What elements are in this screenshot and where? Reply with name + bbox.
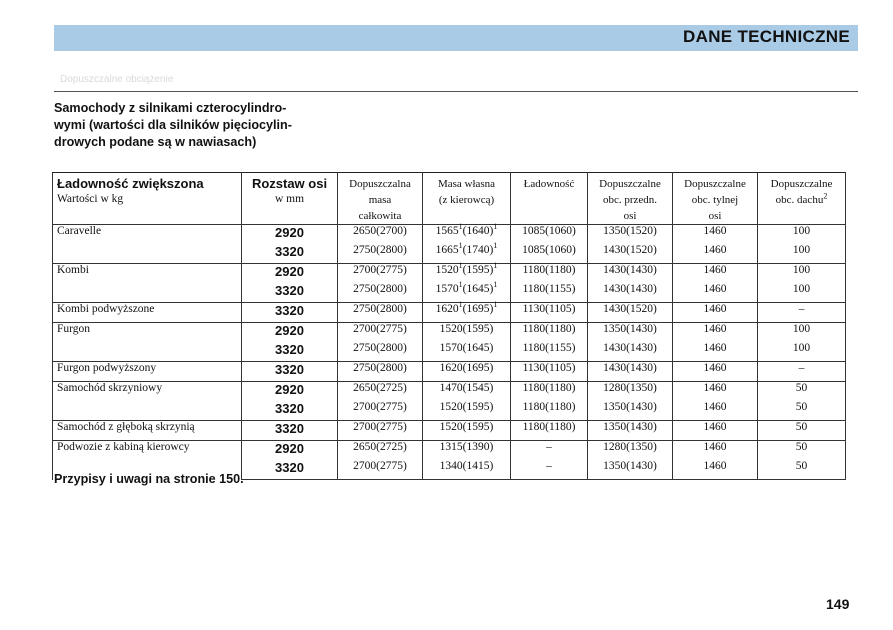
header-title: Ładowność zwiększona: [57, 176, 204, 191]
intro-text: [54, 100, 334, 151]
vehicle-name-cell: Kombi: [53, 264, 242, 303]
wheelbase-cell: 3320: [242, 342, 338, 362]
front-axle-cell: 1350(1430): [588, 401, 673, 421]
gvw-cell: 2650(2725): [338, 441, 423, 461]
curb-weight-value: (1740): [462, 244, 494, 256]
header-cell-gvw: Dopuszczalna masa całkowita: [338, 173, 423, 225]
footnote-marker: 1: [458, 261, 463, 271]
wheelbase-cell: 3320: [242, 283, 338, 303]
roof-load-cell: 100: [758, 342, 846, 362]
page-number: 149: [826, 596, 850, 612]
rear-axle-cell: 1460: [673, 362, 758, 382]
load-capacity-table: [52, 172, 846, 480]
footnote-marker: 1: [493, 241, 498, 251]
front-axle-cell: 1350(1520): [588, 225, 673, 245]
header-cell-rear-axle: Dopuszczalne obc. tylnej osi: [673, 173, 758, 225]
front-axle-cell: 1430(1520): [588, 244, 673, 264]
gvw-cell: 2700(2775): [338, 264, 423, 284]
wheelbase-cell: 2920: [242, 323, 338, 343]
rear-axle-cell: 1460: [673, 225, 758, 245]
roof-load-cell: 100: [758, 244, 846, 264]
rear-axle-cell: 1460: [673, 264, 758, 284]
curb-weight-value: (1645): [462, 283, 494, 295]
wheelbase-cell: 3320: [242, 460, 338, 480]
rear-axle-cell: 1460: [673, 283, 758, 303]
payload-cell: 1180(1180): [511, 421, 588, 441]
gvw-cell: 2750(2800): [338, 283, 423, 303]
curb-weight-cell: 1340(1415): [423, 460, 511, 480]
curb-weight-value: 1665: [435, 244, 459, 256]
payload-cell: –: [511, 441, 588, 461]
roof-load-cell: 100: [758, 264, 846, 284]
header-cell-front-axle: Dopuszczalne obc. przedn. osi: [588, 173, 673, 225]
payload-cell: 1085(1060): [511, 225, 588, 245]
rear-axle-cell: 1460: [673, 401, 758, 421]
rear-axle-cell: 1460: [673, 441, 758, 461]
front-axle-cell: 1280(1350): [588, 441, 673, 461]
payload-cell: 1180(1155): [511, 283, 588, 303]
footnote-marker: 1: [458, 241, 463, 251]
table-row: [53, 323, 846, 343]
header-title: Rozstaw osi: [251, 176, 328, 191]
front-axle-cell: 1430(1430): [588, 342, 673, 362]
header-subtitle: w mm: [274, 193, 305, 205]
footnote-marker: 1: [493, 222, 498, 232]
roof-load-cell: –: [758, 303, 846, 323]
curb-weight-value: (1695): [462, 303, 494, 315]
front-axle-cell: 1430(1430): [588, 264, 673, 284]
wheelbase-cell: 2920: [242, 382, 338, 402]
gvw-cell: 2750(2800): [338, 244, 423, 264]
gvw-cell: 2700(2775): [338, 460, 423, 480]
wheelbase-cell: 3320: [242, 244, 338, 264]
curb-weight-value: 1570: [435, 283, 459, 295]
curb-weight-cell: 1570(1645): [423, 342, 511, 362]
intro-line: drowych podane są w nawiasach): [54, 135, 257, 149]
footnote-marker: 1: [493, 280, 498, 290]
vehicle-name-cell: Furgon: [53, 323, 242, 362]
front-axle-cell: 1430(1430): [588, 362, 673, 382]
roof-load-cell: –: [758, 362, 846, 382]
footnote-marker: 1: [458, 222, 463, 232]
roof-load-cell: 50: [758, 401, 846, 421]
payload-cell: 1180(1180): [511, 264, 588, 284]
payload-cell: 1180(1180): [511, 401, 588, 421]
rear-axle-cell: 1460: [673, 421, 758, 441]
roof-load-cell: 50: [758, 441, 846, 461]
wheelbase-cell: 2920: [242, 264, 338, 284]
gvw-cell: 2750(2800): [338, 303, 423, 323]
table-row: [53, 362, 846, 382]
rear-axle-cell: 1460: [673, 323, 758, 343]
vehicle-name-cell: Podwozie z kabiną kierowcy: [53, 441, 242, 480]
footnote-marker: 1: [493, 261, 498, 271]
table-row: [53, 225, 846, 245]
footnote-marker: 1: [458, 280, 463, 290]
gvw-cell: 2700(2775): [338, 401, 423, 421]
footnote-reference: Przypisy i uwagi na stronie 150.: [54, 472, 244, 486]
section-header-band: [54, 25, 858, 51]
curb-weight-cell: 1470(1545): [423, 382, 511, 402]
payload-cell: 1180(1180): [511, 382, 588, 402]
table-row: [53, 421, 846, 441]
rear-axle-cell: 1460: [673, 382, 758, 402]
roof-load-cell: 50: [758, 460, 846, 480]
ghost-heading: Dopuszczalne obciążenie: [60, 74, 174, 85]
payload-cell: 1130(1105): [511, 362, 588, 382]
curb-weight-cell: 1520(1595): [423, 421, 511, 441]
header-cell-curb-weight: Masa własna (z kierowcą): [423, 173, 511, 225]
vehicle-name-cell: Furgon podwyższony: [53, 362, 242, 382]
front-axle-cell: 1430(1430): [588, 283, 673, 303]
roof-load-cell: 100: [758, 283, 846, 303]
curb-weight-value: 1520: [435, 264, 459, 276]
footnote-marker: 1: [458, 300, 463, 310]
curb-weight-value: 1620: [435, 303, 459, 315]
wheelbase-cell: 3320: [242, 401, 338, 421]
vehicle-name-cell: Caravelle: [53, 225, 242, 264]
roof-load-cell: 50: [758, 421, 846, 441]
curb-weight-cell: [423, 300, 511, 323]
divider: [54, 91, 858, 92]
header-subtitle: Wartości w kg: [57, 193, 124, 205]
vehicle-name-cell: Kombi podwyższone: [53, 303, 242, 323]
table-header-row: [53, 173, 846, 225]
wheelbase-cell: 3320: [242, 303, 338, 323]
gvw-cell: 2650(2700): [338, 225, 423, 245]
vehicle-name-cell: Samochód z głęboką skrzynią: [53, 421, 242, 441]
wheelbase-cell: 2920: [242, 225, 338, 245]
roof-load-cell: 100: [758, 225, 846, 245]
front-axle-cell: 1350(1430): [588, 323, 673, 343]
curb-weight-value: (1640): [462, 225, 494, 237]
payload-cell: –: [511, 460, 588, 480]
front-axle-cell: 1350(1430): [588, 460, 673, 480]
curb-weight-cell: 1520(1595): [423, 323, 511, 343]
header-cell-wheelbase: [242, 173, 338, 225]
front-axle-cell: 1350(1430): [588, 421, 673, 441]
rear-axle-cell: 1460: [673, 244, 758, 264]
vehicle-name-cell: Samochód skrzyniowy: [53, 382, 242, 421]
front-axle-cell: 1280(1350): [588, 382, 673, 402]
front-axle-cell: 1430(1520): [588, 303, 673, 323]
gvw-cell: 2750(2800): [338, 342, 423, 362]
curb-weight-value: (1595): [462, 264, 494, 276]
gvw-cell: 2700(2775): [338, 421, 423, 441]
intro-line: Samochody z silnikami czterocylindro-: [54, 101, 287, 115]
header-cell-payload: Ładowność: [511, 173, 588, 225]
rear-axle-cell: 1460: [673, 303, 758, 323]
wheelbase-cell: 3320: [242, 362, 338, 382]
gvw-cell: 2700(2775): [338, 323, 423, 343]
curb-weight-cell: 1315(1390): [423, 441, 511, 461]
curb-weight-value: 1565: [435, 225, 459, 237]
table-row: [53, 382, 846, 402]
footnote-marker: 1: [493, 300, 498, 310]
payload-cell: 1085(1060): [511, 244, 588, 264]
payload-cell: 1130(1105): [511, 303, 588, 323]
rear-axle-cell: 1460: [673, 460, 758, 480]
gvw-cell: 2650(2725): [338, 382, 423, 402]
payload-cell: 1180(1155): [511, 342, 588, 362]
wheelbase-cell: 3320: [242, 421, 338, 441]
intro-line: wymi (wartości dla silników pięciocylin-: [54, 118, 292, 132]
gvw-cell: 2750(2800): [338, 362, 423, 382]
header-cell-roof-load: Dopuszczalne obc. dachu$^2$: [758, 173, 846, 225]
payload-cell: 1180(1180): [511, 323, 588, 343]
table-row: [53, 303, 846, 323]
table-row: [53, 264, 846, 284]
section-title: DANE TECHNICZNE: [683, 27, 850, 46]
header-cell-capacity: [53, 173, 242, 225]
rear-axle-cell: 1460: [673, 342, 758, 362]
roof-load-cell: 50: [758, 382, 846, 402]
wheelbase-cell: 2920: [242, 441, 338, 461]
roof-load-cell: 100: [758, 323, 846, 343]
table-row: [53, 441, 846, 461]
curb-weight-cell: 1520(1595): [423, 401, 511, 421]
curb-weight-cell: 1620(1695): [423, 362, 511, 382]
